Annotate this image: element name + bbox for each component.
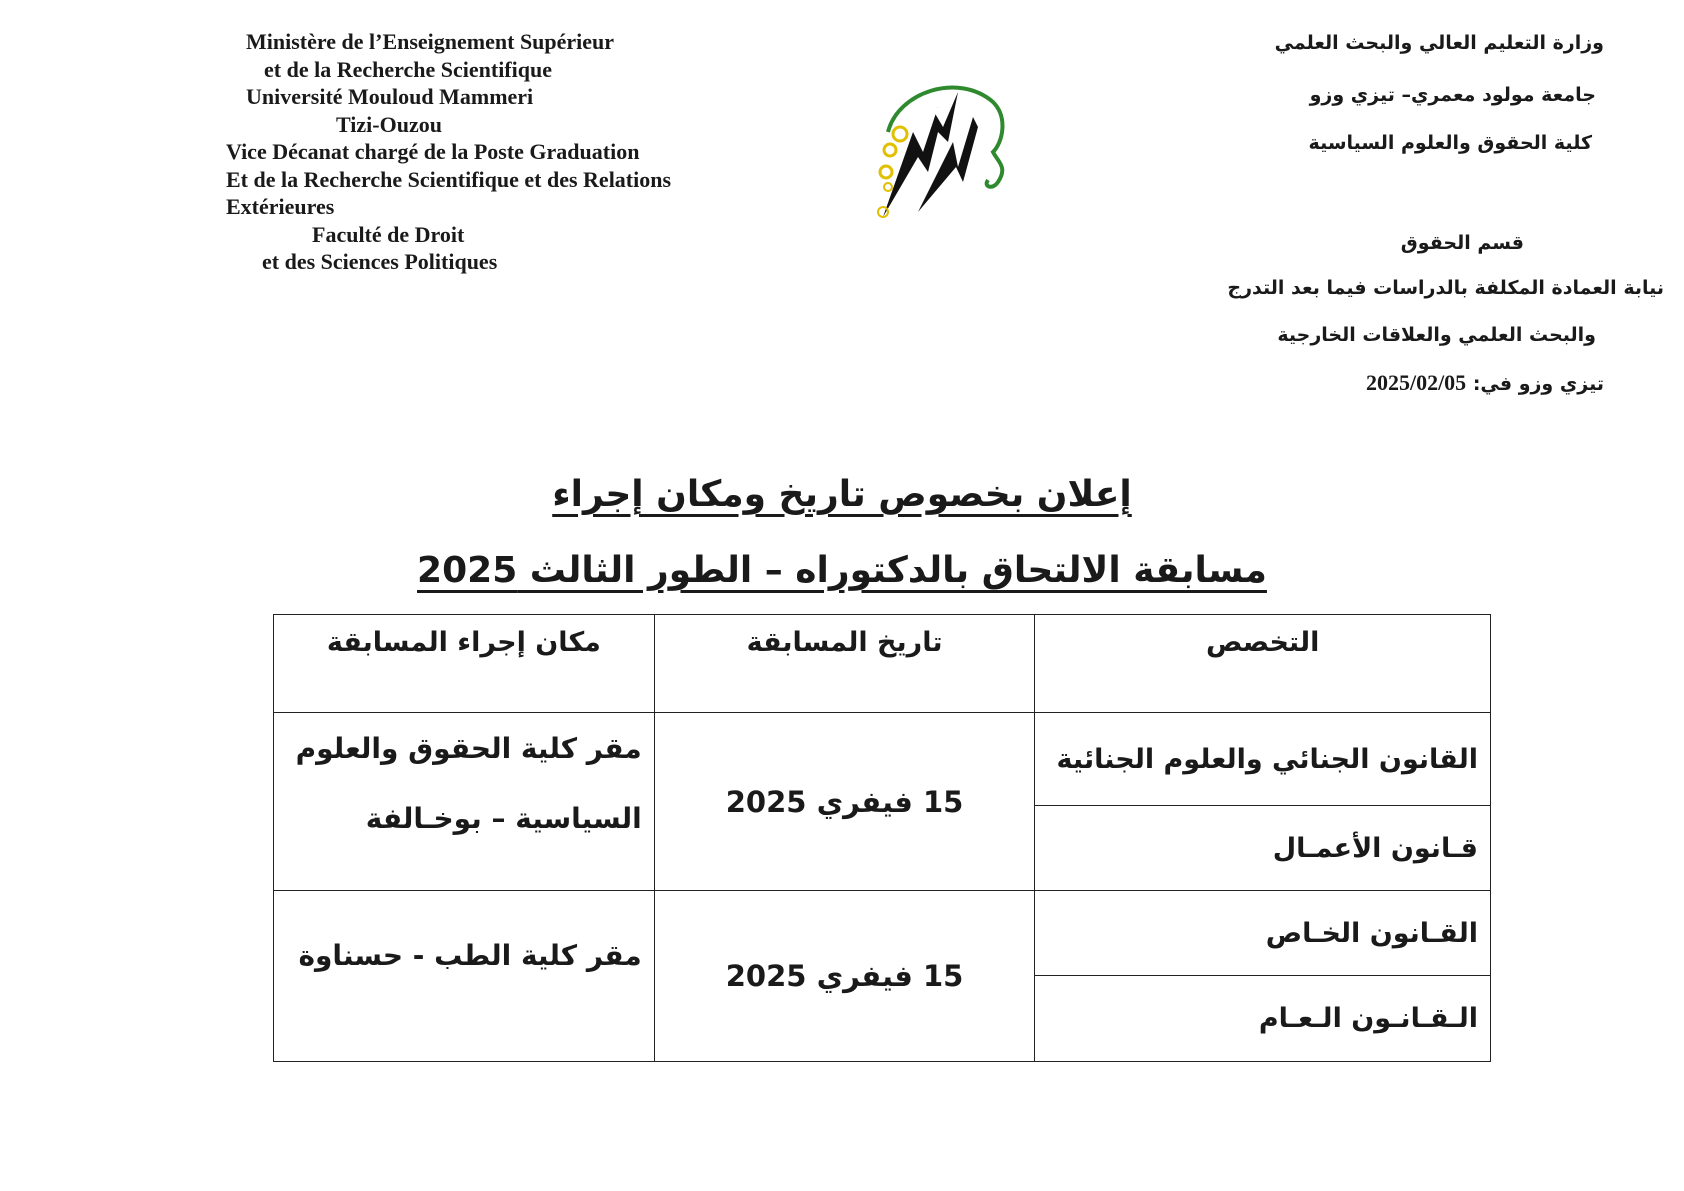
- faculty-fr: Faculté de Droit: [312, 221, 465, 247]
- header-date: تاريخ المسابقة: [654, 615, 1035, 713]
- place-line: السياسية – بوخـالفة: [365, 802, 642, 835]
- ministry-fr: Ministère de l’Enseignement Supérieur: [246, 29, 615, 54]
- place-line: مقر كلية الحقوق والعلوم: [295, 732, 642, 765]
- sciences-fr: et des Sciences Politiques: [262, 249, 498, 274]
- date-cell: 15 فيفري 2025: [654, 713, 1035, 891]
- date-value: 2025/02/05: [1365, 370, 1467, 395]
- place-cell: [274, 713, 655, 891]
- announcement-subtitle: مسابقة الالتحاق بالدكتوراه – الطور الثالث 2025: [417, 550, 1267, 591]
- specialty-cell: الـقـانـون الـعـام: [1035, 976, 1491, 1062]
- table-row: [274, 713, 1491, 806]
- french-header: [226, 28, 746, 276]
- research-fr: et de la Recherche Scientifique: [264, 56, 552, 82]
- exterior-fr: Extérieures: [226, 194, 335, 219]
- relations-fr: Et de la Recherche Scientifique et des Relations: [226, 166, 672, 192]
- date-cell: 15 فيفري 2025: [654, 891, 1035, 1062]
- date-label: تيزي وزو في:: [1472, 373, 1604, 395]
- date-line-ar: [1366, 370, 1604, 396]
- faculty-ar: كلية الحقوق والعلوم السياسية: [1308, 132, 1592, 154]
- header-specialty: التخصص: [1035, 615, 1491, 713]
- place-line: مقر كلية الطب - حسناوة: [298, 939, 642, 972]
- city-fr: Tizi-Ouzou: [336, 111, 442, 137]
- vice-dean-ar: نيابة العمادة المكلفة بالدراسات فيما بعد التدرج: [1227, 277, 1664, 299]
- table-row: [274, 891, 1491, 976]
- exam-schedule-table: [273, 614, 1491, 1062]
- place-cell: [274, 891, 655, 1062]
- header-place: مكان إجراء المسابقة: [274, 615, 655, 713]
- announcement-title: إعلان بخصوص تاريخ ومكان إجراء: [552, 474, 1132, 515]
- department-ar: قسم الحقوق: [1400, 232, 1524, 254]
- specialty-cell: القـانون الخـاص: [1035, 891, 1491, 976]
- ministry-ar: وزارة التعليم العالي والبحث العلمي: [1274, 32, 1604, 54]
- university-logo-icon: [858, 72, 1008, 222]
- specialty-cell: قـانون الأعمـال: [1035, 806, 1491, 891]
- research-relations-ar: والبحث العلمي والعلاقات الخارجية: [1277, 324, 1596, 346]
- specialty-cell: القانون الجنائي والعلوم الجنائية: [1035, 713, 1491, 806]
- table-header-row: [274, 615, 1491, 713]
- university-fr: Université Mouloud Mammeri: [246, 84, 534, 109]
- university-ar: جامعة مولود معمري– تيزي وزو: [1309, 84, 1596, 106]
- vice-dean-fr: Vice Décanat chargé de la Poste Graduation: [226, 139, 640, 164]
